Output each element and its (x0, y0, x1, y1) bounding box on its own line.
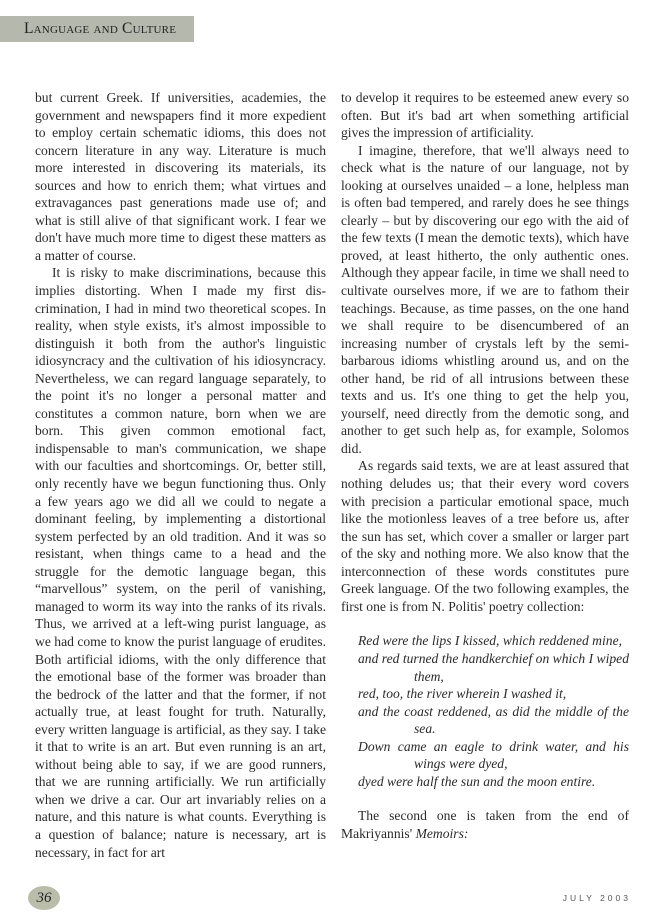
poem-verse: dyed were half the sun and the moon entire. (358, 773, 596, 789)
body-paragraph: I imagine, therefore, that we'll always need to check what is the nature of our language, not by looking at ourselves unaided – a lone, helpless man is often bad tempered, and rarely does he see things clearly – but by discovering our ego with the aid of the few texts (I mean the demotic texts), which have proved, at least hitherto, the only authentic ones. Although they appear facile, in time we shall need to cultivate ourselves more, if we are to fathom their teachings. Because, as time passes, on the one hand we shall require to be disencumbered of an increasing number of crystals left by the semi-barbarous idioms whistling around us, and on the other hand, be rid of all intrusions between these texts and us. It's one thing to get the help you, yourself, need directly from the demotic song, and another to get such help as, for example, Solomos did. (341, 142, 629, 456)
left-column (35, 89, 326, 861)
body-paragraph: It is risky to make discriminations, because this implies distorting. When I made my first discrimination, I had in mind two theoretical scopes. In reality, when style exists, it's almost impossible to distinguish it both from the author's linguistic idiosyncracy and the cultivation of his idiosyncracy. Nevertheless, we can regard language separately, to the point it's no longer a personal matter and constitutes a common nature, born when we are born. This given common emotional fact, indispensable to man's communication, we shape with our faculties and shortcomings. Or, better still, only recently have we begun functioning thus. Only a few years ago we did all we could to negate a dominant feeling, by implementing a distortional system perfected by an old tradition. And it was so resistant, when things came to a head and the struggle for the demotic language began, this “marvellous” system, on the peril of vanishing, managed to worm its way into the ranks of its rivals. Thus, we arrived at a left-wing purist language, as we had come to know the purist language of erudites. Both artificial idioms, with the only difference that the emotional base of the former was broader than the bedrock of the latter and that the former, if not actually true, at least fought for truth. Naturally, every written language is artificial, as they say. I take it that to write is an art. But even running is an art, without being able to say, if we are good runners, that we are running artificially. We run artificially when we drive a car. Our art invariably relies on a nature, and this nature is what counts. Everything is a question of balance; nature is necessary, art is necessary, in fact for art (35, 265, 326, 860)
poem-verse: Red were the lips I kissed, which reddened mine, (358, 633, 623, 649)
body-paragraph: to develop it requires to be esteemed anew every so often. But it's bad art when something artificial gives the impression of artificiality. (341, 90, 629, 141)
body-paragraph: As regards said texts, we are at least assured that nothing deludes us; that their every word covers with precision a particular emotional space, much like the motionless leaves of a tree before us, after the sun has set, which cover a smaller or larger part of the sky and nothing more. We also know that the interconnection of these words constitutes pure Greek language. Of the two following examples, the first one is from N. Politis' poetry collection: (341, 458, 629, 614)
work-title: Memoirs: (415, 825, 469, 841)
poem-quotation (341, 632, 629, 790)
closing-text: The second one is taken from the end of Makriyannis' (341, 808, 629, 841)
right-column (341, 89, 629, 842)
body-paragraph: but current Greek. If universities, academies, the government and newspapers find it more expedient to employ certain schematic idioms, this does not concern literature in any way. Literature is much more interested in discovering its materials, its sources and how to enrich them; what virtues and extravagances past generations made use of; and what is still alive of that significant work. I fear we don't have much more time to digest these matters as a matter of course. (35, 90, 326, 263)
page-number-badge (28, 886, 60, 910)
issue-date: JULY 2003 (562, 893, 631, 903)
poem-verse: Down came an eagle to drink water, and his wings were dyed, (358, 738, 629, 772)
closing-paragraph (341, 807, 629, 842)
page-number: 36 (36, 889, 52, 906)
section-banner (0, 16, 194, 42)
poem-verse: red, too, the river wherein I washed it, (358, 686, 567, 702)
section-title: Language and Culture (24, 20, 177, 37)
poem-verse: and red turned the handkerchief on which I wiped them, (358, 650, 629, 684)
poem-verse: and the coast reddened, as did the middle of the sea. (358, 703, 629, 737)
